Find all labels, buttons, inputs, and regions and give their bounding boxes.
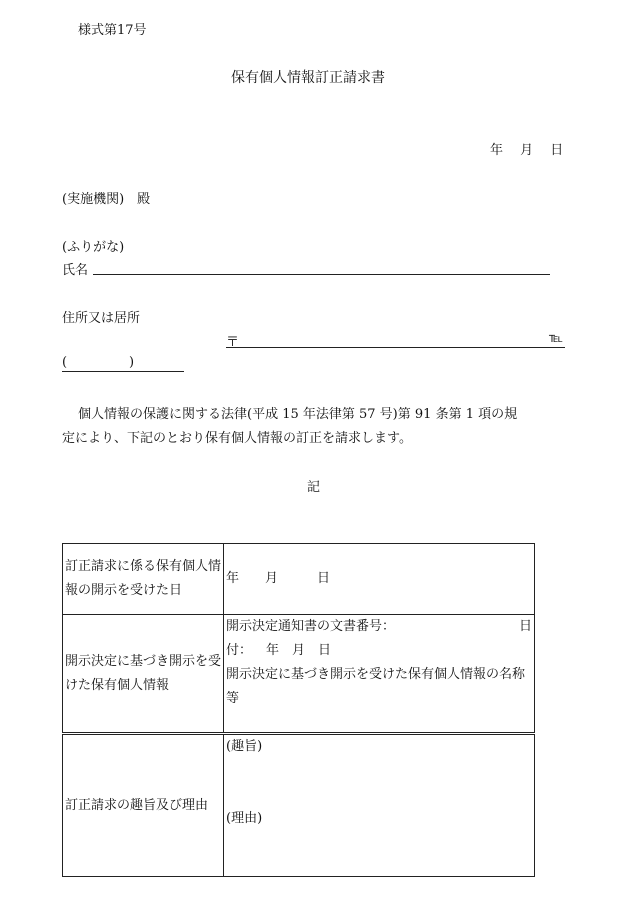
tel-mark: ℡: [549, 331, 563, 346]
page-title: 保有個人情報訂正請求書: [231, 70, 385, 86]
notice-number-label: 開示決定通知書の文書番号：: [226, 619, 396, 634]
postal-mark: 〒: [226, 335, 240, 350]
form-number: 様式第17号: [78, 23, 147, 38]
intro-line-1: 個人情報の保護に関する法律(平成 15 年法律第 57 号)第 91 条第 1 項の規: [78, 407, 518, 422]
reason-label: (理由): [226, 811, 263, 826]
name-label: 氏名: [62, 263, 89, 278]
phone-paren-open: (: [62, 355, 68, 370]
address-label: 住所又は居所: [62, 311, 141, 326]
notice-date-prefix: 付：: [226, 643, 253, 658]
address-field[interactable]: [226, 347, 565, 348]
ki-heading: 記: [307, 480, 321, 495]
name-field[interactable]: [93, 274, 550, 275]
disclosed-info-label: 開示決定に基づき開示を受けた保有個人情報: [63, 615, 224, 734]
phone-paren-close: ): [129, 355, 135, 370]
purpose-label: (趣旨): [226, 739, 263, 754]
disclosure-date-text: 年 月 日: [226, 571, 331, 586]
notice-day-label: 日: [518, 619, 532, 634]
disclosure-date-label: 訂正請求に係る保有個人情報の開示を受けた日: [63, 544, 224, 615]
notice-date-text: 年 月 日: [266, 643, 332, 658]
furigana-label: (ふりがな): [62, 240, 125, 255]
disclosed-info-name: 開示決定に基づき開示を受けた保有個人情報の名称等: [226, 667, 526, 706]
phone-field[interactable]: [62, 371, 184, 372]
disclosed-info-field[interactable]: [224, 615, 535, 734]
intro-line-2: 定により、下記のとおり保有個人情報の訂正を請求します。: [62, 431, 412, 446]
date-line: 年 月 日: [490, 143, 564, 158]
request-table: [62, 543, 535, 877]
addressee: (実施機関) 殿: [62, 192, 151, 207]
purpose-reason-label: 訂正請求の趣旨及び理由: [63, 734, 224, 877]
purpose-reason-field[interactable]: [224, 734, 535, 877]
disclosure-date-field[interactable]: [224, 544, 535, 615]
